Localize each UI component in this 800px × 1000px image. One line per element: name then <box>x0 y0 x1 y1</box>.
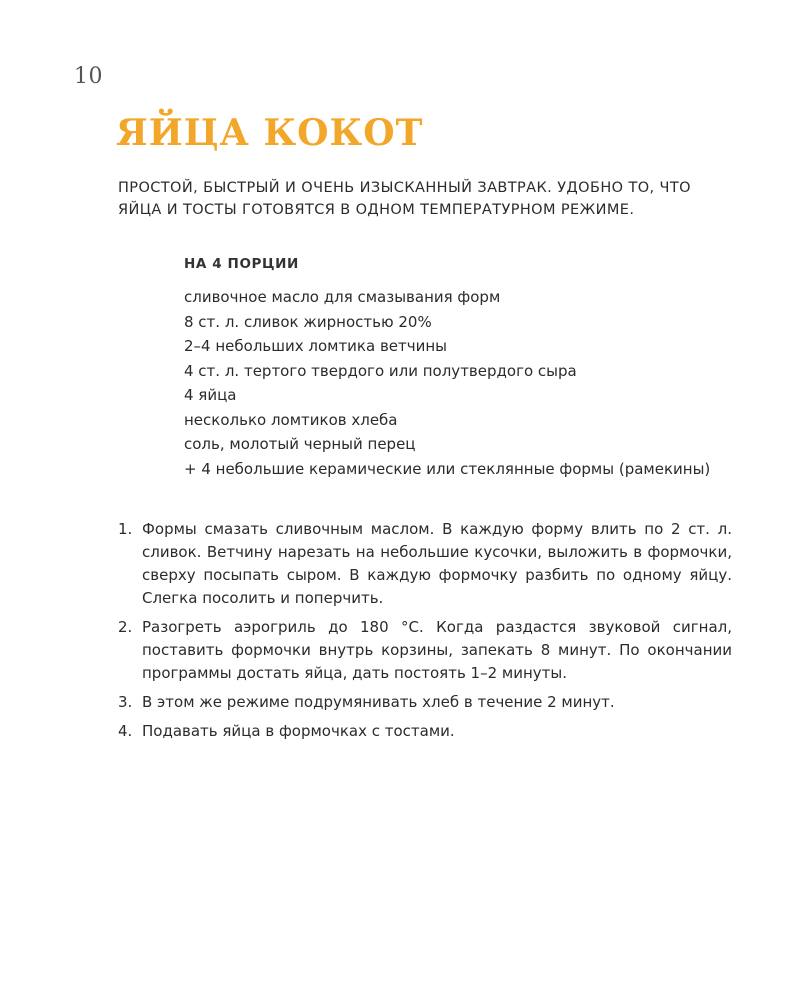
ingredient-item: 4 ст. л. тертого твердого или полутвердого сыра <box>184 361 577 380</box>
recipe-intro: ПРОСТОЙ, БЫСТРЫЙ И ОЧЕНЬ ИЗЫСКАННЫЙ ЗАВТРАК. УДОБНО ТО, ЧТО ЯЙЦА И ТОСТЫ ГОТОВЯТСЯ В ОДНОМ ТЕМПЕРАТУРНОМ РЕЖИМЕ. <box>118 180 691 218</box>
step-text: Подавать яйца в формочках с тостами. <box>142 722 455 740</box>
step-number: 3. <box>118 693 133 711</box>
ingredient-item: + 4 небольшие керамические или стеклянные формы (рамекины) <box>184 459 711 478</box>
ingredient-item: сливочное масло для смазывания форм <box>184 288 501 306</box>
recipe-title: ЯЙЦА КОКОТ <box>116 112 424 154</box>
ingredient-item: 4 яйца <box>184 386 237 404</box>
ingredient-item: соль, молотый черный перец <box>184 435 416 453</box>
step-text: В этом же режиме подрумянивать хлеб в течение 2 минут. <box>142 693 615 711</box>
step-text: Формы смазать сливочным маслом. В каждую форму влить по 2 ст. л. сливок. Ветчину нарезать на небольшие кусочки, выложить в формочки, сверху посыпать сыром. В каждую формочку разбить по одному яйцу. Слегка посолить и поперчить. <box>142 520 732 607</box>
page-number: 10 <box>74 64 103 89</box>
portions-heading: НА 4 ПОРЦИИ <box>184 256 299 272</box>
step-text: Разогреть аэрогриль до 180 °C. Когда раздастся звуковой сигнал, поставить формочки внутрь корзины, запекать 8 минут. По окончании программы достать яйца, дать постоять 1–2 минуты. <box>142 618 732 682</box>
step-number: 2. <box>118 618 133 636</box>
ingredients-section <box>184 256 724 484</box>
ingredients-list <box>184 288 724 479</box>
step-item <box>118 616 732 685</box>
step-item <box>118 720 732 743</box>
step-item <box>118 518 732 610</box>
step-number: 4. <box>118 722 133 740</box>
ingredient-item: 8 ст. л. сливок жирностью 20% <box>184 312 432 331</box>
ingredient-item: несколько ломтиков хлеба <box>184 410 398 429</box>
step-item <box>118 691 732 714</box>
step-number: 1. <box>118 520 133 538</box>
steps-list <box>118 518 732 749</box>
ingredient-item: 2–4 небольших ломтика ветчины <box>184 337 448 355</box>
